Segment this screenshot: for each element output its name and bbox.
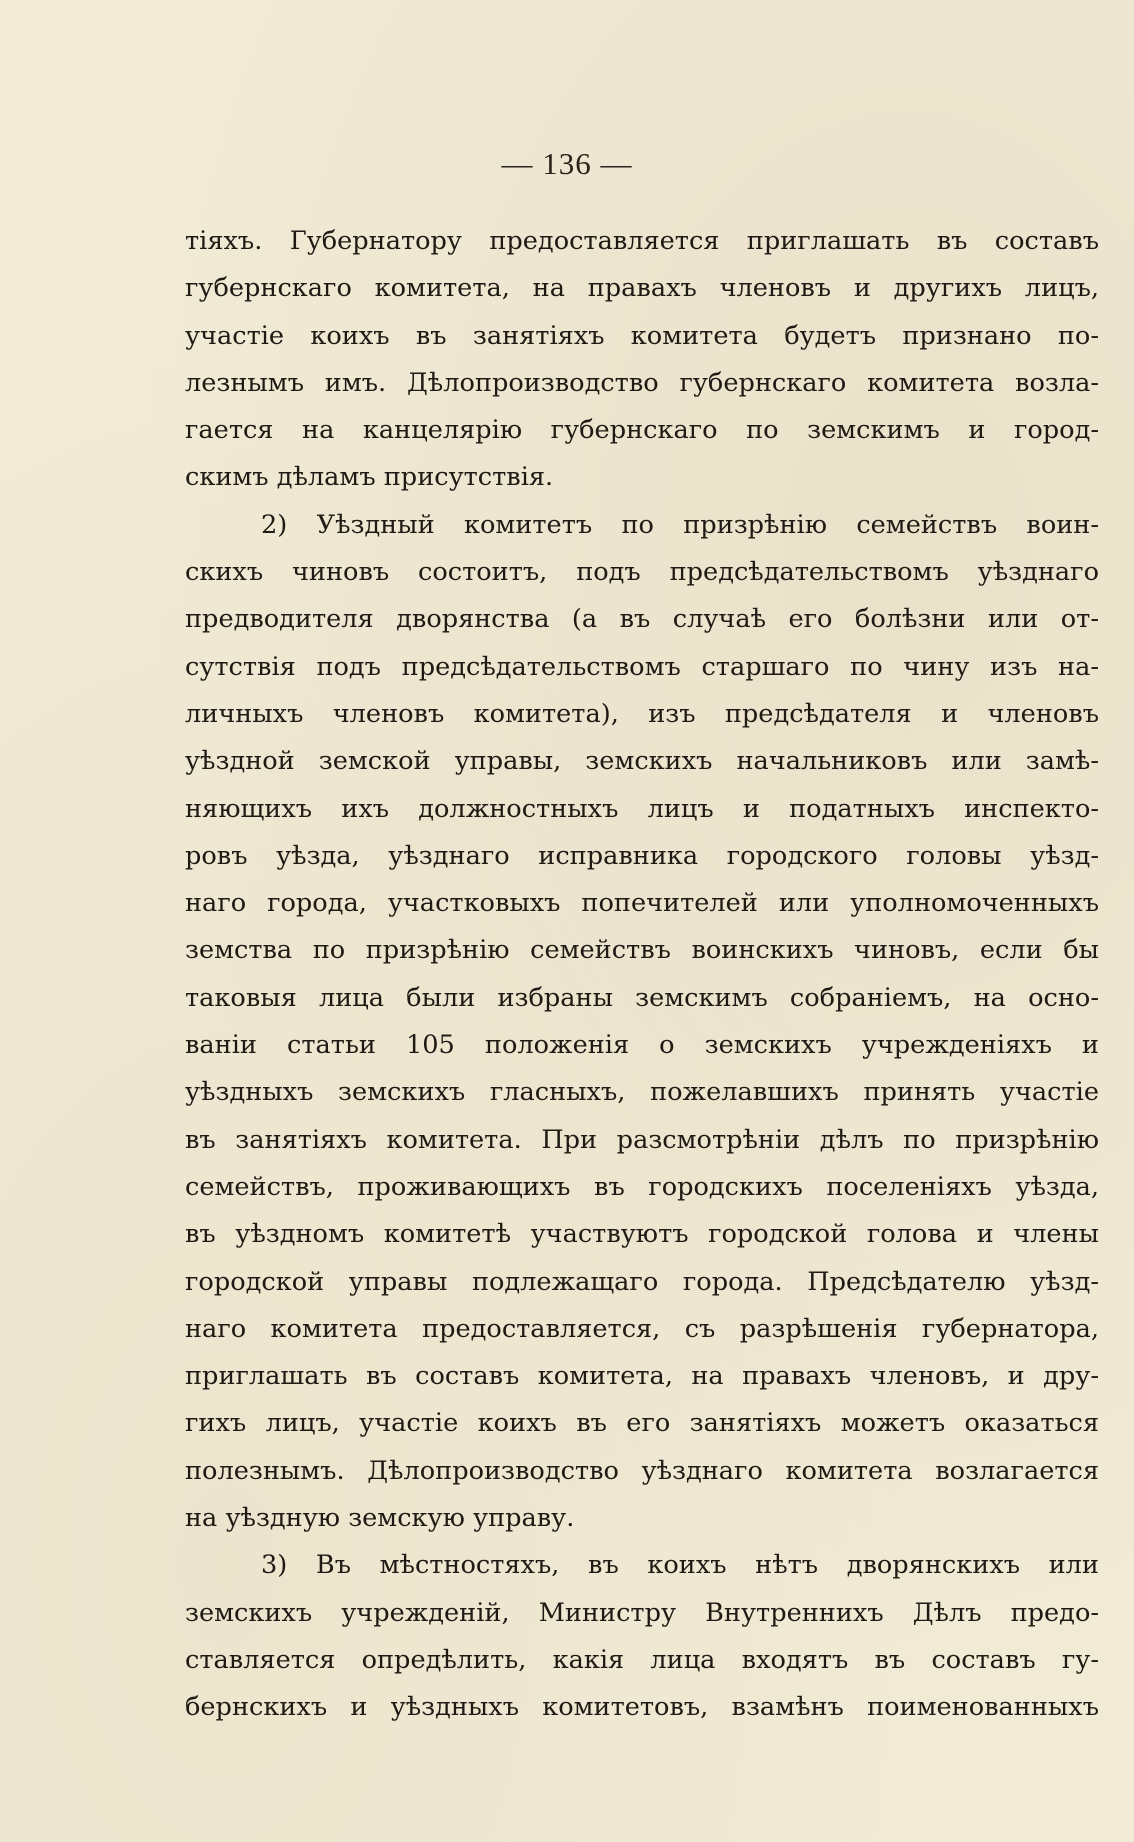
text-line: городской управы подлежащаго города. Предсѣдателю уѣзд- (185, 1266, 1099, 1297)
text-line: въ уѣздномъ комитетѣ участвуютъ городской голова и члены (185, 1219, 1099, 1250)
text-line: скимъ дѣламъ присутствія. (185, 462, 554, 493)
text-line: въ занятіяхъ комитета. При разсмотрѣніи дѣлъ по призрѣнію (185, 1124, 1099, 1155)
text-line: участіе коихъ въ занятіяхъ комитета будетъ признано по- (185, 320, 1099, 351)
body-text (185, 218, 1099, 1732)
text-line: земства по призрѣнію семействъ воинскихъ чиновъ, если бы (185, 935, 1099, 966)
text-line: уѣздныхъ земскихъ гласныхъ, пожелавшихъ принять участіе (185, 1077, 1099, 1108)
text-line: няющихъ ихъ должностныхъ лицъ и податныхъ инспекто- (185, 793, 1099, 824)
text-line: уѣздной земской управы, земскихъ начальниковъ или замѣ- (185, 746, 1099, 777)
text-line: приглашать въ составъ комитета, на правахъ членовъ, и дру- (185, 1361, 1099, 1392)
text-line: полезнымъ. Дѣлопроизводство уѣзднаго комитета возлагается (185, 1455, 1099, 1486)
text-line: на уѣздную земскую управу. (185, 1503, 575, 1534)
text-line: гается на канцелярію губернскаго по земскимъ и город- (185, 415, 1099, 446)
page-number: — 136 — (501, 146, 633, 181)
text-line: скихъ чиновъ состоитъ, подъ предсѣдательствомъ уѣзднаго (185, 557, 1099, 588)
text-line: личныхъ членовъ комитета), изъ предсѣдателя и членовъ (185, 698, 1099, 729)
text-line: тіяхъ. Губернатору предоставляется приглашать въ составъ (185, 226, 1099, 256)
text-line: наго комитета предоставляется, съ разрѣшенія губернатора, (185, 1313, 1099, 1344)
text-line: таковыя лица были избраны земскимъ собраніемъ, на осно- (185, 982, 1099, 1013)
paragraph-first-line: 3) Въ мѣстностяхъ, въ коихъ нѣтъ дворянскихъ или (261, 1550, 1099, 1581)
text-line: наго города, участковыхъ попечителей или уполномоченныхъ (185, 888, 1099, 919)
text-line: ваніи статьи 105 положенія о земскихъ учрежденіяхъ и (185, 1030, 1099, 1061)
text-line: семействъ, проживающихъ въ городскихъ поселеніяхъ уѣзда, (185, 1171, 1099, 1202)
text-line: гихъ лицъ, участіе коихъ въ его занятіяхъ можетъ оказаться (185, 1408, 1099, 1439)
text-line: лезнымъ имъ. Дѣлопроизводство губернскаго комитета возла- (185, 367, 1099, 398)
text-line: предводителя дворянства (а въ случаѣ его болѣзни или от- (185, 604, 1099, 635)
text-line: губернскаго комитета, на правахъ членовъ и другихъ лицъ, (185, 273, 1099, 304)
paragraph-first-line: 2) Уѣздный комитетъ по призрѣнію семействъ воин- (261, 509, 1099, 540)
text-line: земскихъ учрежденій, Министру Внутреннихъ Дѣлъ предо- (185, 1597, 1099, 1628)
text-line: бернскихъ и уѣздныхъ комитетовъ, взамѣнъ поименованныхъ (185, 1692, 1099, 1723)
text-line: ровъ уѣзда, уѣзднаго исправника городского головы уѣзд- (185, 840, 1099, 871)
text-line: ставляется опредѣлить, какія лица входятъ въ составъ гу- (185, 1644, 1099, 1675)
text-line: сутствія подъ предсѣдательствомъ старшаго по чину изъ на- (185, 651, 1099, 682)
